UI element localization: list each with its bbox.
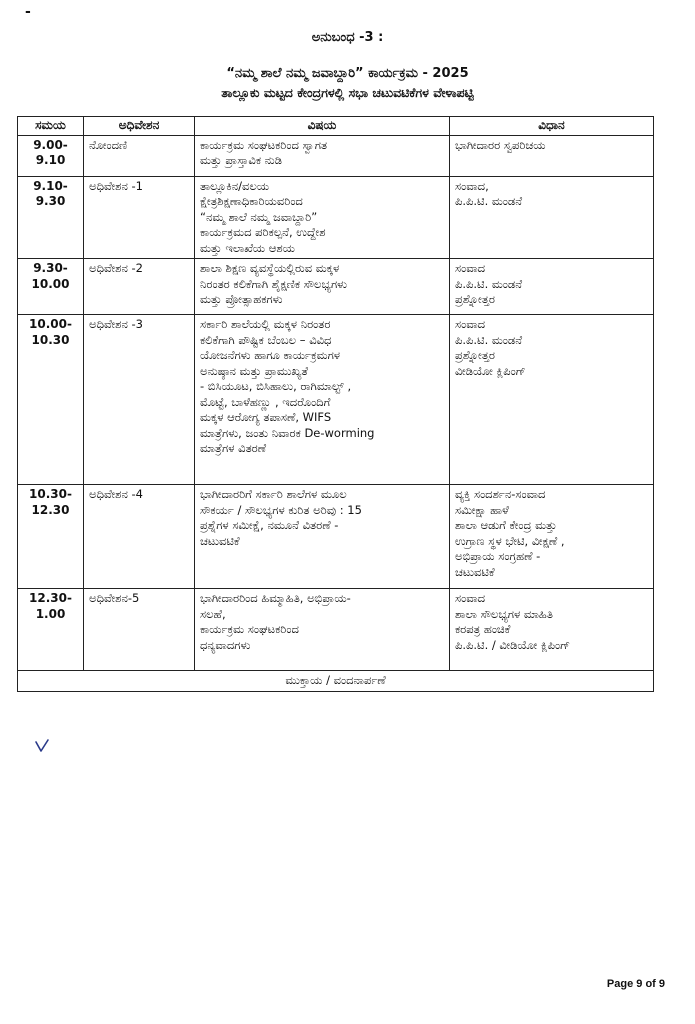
topic-cell bbox=[195, 135, 450, 176]
header-dash: - bbox=[25, 4, 31, 20]
time-cell bbox=[18, 315, 84, 485]
topic-line: ಸೌಕರ್ಯ / ಸೌಲಭ್ಯಗಳ ಕುರಿತ ಅರಿವು : 15 bbox=[200, 502, 362, 517]
time-cell bbox=[18, 485, 84, 589]
method-cell bbox=[450, 135, 654, 176]
header-method: ವಿಧಾನ bbox=[450, 117, 654, 136]
topic-line: ಸಲಹೆ, bbox=[200, 606, 226, 621]
topic-line: ಮತ್ತು ಪ್ರೋತ್ಸಾಹಕಗಳು bbox=[200, 292, 283, 306]
topic-line: ಕಾರ್ಯಕ್ರಮ ಸಂಘಟಕರಿಂದ bbox=[200, 622, 299, 636]
method-line: ಪಿ.ಪಿ.ಟಿ. / ವೀಡಿಯೋ ಕ್ಲಿಪಿಂಗ್ bbox=[455, 637, 571, 652]
topic-line: ಭಾಗೀದಾರರಿಗೆ ಸರ್ಕಾರಿ ಶಾಲೆಗಳ ಮೂಲ bbox=[200, 487, 347, 501]
method-line: ಪಿ.ಪಿ.ಟಿ. ಮಂಡನೆ bbox=[455, 332, 523, 347]
topic-line: ನಿರಂತರ ಕಲಿಕೆಗಾಗಿ ಶೈಕ್ಷಣಿಕ ಸೌಲಭ್ಯಗಳು bbox=[200, 276, 348, 291]
method-line: ಸಂವಾದ bbox=[455, 591, 486, 605]
method-line: ಭಾಗೀದಾರರ ಸ್ವಪರಿಚಯ bbox=[455, 137, 546, 152]
table-row bbox=[18, 259, 654, 315]
method-line: ಸಮೀಕ್ಷಾ ಹಾಳೆ bbox=[455, 502, 509, 517]
method-cell bbox=[450, 259, 654, 315]
method-line: ಶಾಲಾ ಆಡುಗೆ ಕೇಂದ್ರ ಮತ್ತು bbox=[455, 518, 557, 532]
topic-line: ತಾಲ್ಲೂಕಿನ/ವಲಯ bbox=[200, 178, 270, 193]
topic-line: ಮೊಟ್ಟೆ, ಬಾಳೆಹಣ್ಣು , ಇದರೊಂದಿಗೆ bbox=[200, 394, 331, 409]
table-footer-row bbox=[18, 671, 654, 692]
table-header-row bbox=[18, 117, 654, 136]
check-mark-icon bbox=[34, 738, 50, 754]
topic-line: ಕಾರ್ಯಕ್ರಮ ಸಂಘಟಕರಿಂದ ಸ್ವಾಗತ bbox=[200, 137, 328, 152]
topic-cell bbox=[195, 259, 450, 315]
header-session: ಅಧಿವೇಶನ bbox=[84, 117, 195, 136]
time-line: 10.00 bbox=[31, 276, 70, 291]
session-cell: ಅಧಿವೇಶನ-5 bbox=[84, 589, 195, 671]
method-line: ಅಭಿಪ್ರಾಯ ಸಂಗ್ರಹಣೆ - bbox=[455, 549, 541, 563]
schedule-table bbox=[17, 116, 654, 692]
method-line: ಉಗ್ರಾಣ ಸ್ಥಳ ಭೇಟಿ, ವೀಕ್ಷಣೆ , bbox=[455, 533, 565, 548]
topic-line: ಮಾತ್ರೆಗಳ ವಿತರಣೆ bbox=[200, 441, 267, 455]
closing-note: ಮುಕ್ತಾಯ / ವಂದನಾರ್ಪಣೆ bbox=[18, 671, 654, 692]
topic-line: ಪ್ರಶ್ನೆಗಳ ಸಮೀಕ್ಷೆ, ನಮೂನೆ ವಿತರಣೆ - bbox=[200, 518, 339, 532]
table-row bbox=[18, 135, 654, 176]
method-cell bbox=[450, 315, 654, 485]
time-line: 1.00 bbox=[35, 606, 66, 621]
topic-line: - ಬಿಸಿಯೂಟ, ಬಿಸಿಹಾಲು, ರಾಗಿಮಾಲ್ಟ್ , bbox=[200, 379, 352, 393]
topic-line: ಕ್ಷೇತ್ರಶಿಕ್ಷಣಾಧಿಕಾರಿಯವರಿಂದ bbox=[200, 194, 303, 208]
method-line: ಪ್ರಶ್ನೋತ್ತರ bbox=[455, 292, 495, 306]
method-line: ಸಂವಾದ bbox=[455, 261, 486, 275]
session-cell: ನೋಂದಣಿ bbox=[84, 135, 195, 176]
method-line: ಸಂವಾದ bbox=[455, 317, 486, 331]
method-line: ವೀಡಿಯೋ ಕ್ಲಿಪಿಂಗ್ bbox=[455, 363, 526, 378]
table-row bbox=[18, 315, 654, 485]
method-line: ಕರಪತ್ರ ಹಂಚಿಕೆ bbox=[455, 622, 511, 636]
header-topic: ವಿಷಯ bbox=[195, 117, 450, 136]
method-line: ವ್ಯಕ್ತಿ ಸಂದರ್ಶನ-ಸಂವಾದ bbox=[455, 487, 546, 501]
topic-line: ಮತ್ತು ಪ್ರಾಸ್ತಾವಿಕ ನುಡಿ bbox=[200, 153, 282, 167]
time-line: 9.10 bbox=[35, 153, 66, 167]
method-line: ಪಿ.ಪಿ.ಟಿ. ಮಂಡನೆ bbox=[455, 194, 523, 208]
time-line: 12.30 bbox=[31, 502, 70, 517]
method-line: ಚಟುವಟಿಕೆ bbox=[455, 564, 495, 579]
time-cell bbox=[18, 259, 84, 315]
session-cell: ಅಧಿವೇಶನ -4 bbox=[84, 485, 195, 589]
topic-line: ಕಾರ್ಯಕ್ರಮದ ಪರಿಕಲ್ಪನೆ, ಉದ್ದೇಶ bbox=[200, 225, 326, 239]
time-cell bbox=[18, 176, 84, 259]
session-cell: ಅಧಿವೇಶನ -1 bbox=[84, 176, 195, 259]
annex-label: ಅನುಬಂಧ -3 : bbox=[311, 30, 384, 45]
document-title: “ನಮ್ಮ ಶಾಲೆ ನಮ್ಮ ಜವಾಬ್ದಾರಿ” ಕಾರ್ಯಕ್ರಮ - 2025 bbox=[226, 66, 469, 81]
table-row bbox=[18, 176, 654, 259]
topic-line: ಯೋಜನೆಗಳು ಹಾಗೂ ಕಾರ್ಯಕ್ರಮಗಳ bbox=[200, 348, 341, 362]
topic-line: ಮತ್ತು ಇಲಾಖೆಯ ಆಶಯ bbox=[200, 240, 295, 255]
time-line: 10.00- bbox=[29, 317, 72, 331]
document-subtitle: ತಾಲ್ಲೂಕು ಮಟ್ಟದ ಕೇಂದ್ರಗಳಲ್ಲಿ ಸಭಾ ಚಟುವಟಿಕೆಗಳ ವೇಳಾಪಟ್ಟಿ bbox=[221, 85, 474, 100]
time-cell bbox=[18, 589, 84, 671]
method-line: ಪಿ.ಪಿ.ಟಿ. ಮಂಡನೆ bbox=[455, 276, 523, 291]
topic-line: ಸರ್ಕಾರಿ ಶಾಲೆಯಲ್ಲಿ ಮಕ್ಕಳ ನಿರಂತರ bbox=[200, 317, 331, 331]
topic-cell bbox=[195, 176, 450, 259]
method-line: ಸಂವಾದ, bbox=[455, 178, 489, 193]
topic-line: ಮಕ್ಕಳ ಆರೋಗ್ಯ ತಪಾಸಣೆ, WIFS bbox=[200, 410, 332, 424]
time-line: 9.30- bbox=[33, 261, 68, 275]
header-time: ಸಮಯ bbox=[18, 117, 84, 136]
method-cell bbox=[450, 485, 654, 589]
topic-cell bbox=[195, 315, 450, 485]
session-cell: ಅಧಿವೇಶನ -2 bbox=[84, 259, 195, 315]
topic-line: ಧನ್ಯವಾದಗಳು bbox=[200, 637, 251, 652]
session-cell: ಅಧಿವೇಶನ -3 bbox=[84, 315, 195, 485]
time-line: 10.30- bbox=[29, 487, 72, 501]
topic-line: ಭಾಗೀದಾರರಿಂದ ಹಿಮ್ಮಾಹಿತಿ, ಅಭಿಪ್ರಾಯ- bbox=[200, 591, 351, 605]
time-line: 9.30 bbox=[35, 194, 66, 208]
method-cell bbox=[450, 176, 654, 259]
time-cell bbox=[18, 135, 84, 176]
time-line: 12.30- bbox=[29, 591, 72, 605]
table-row bbox=[18, 589, 654, 671]
table-row bbox=[18, 485, 654, 589]
topic-line: ಶಾಲಾ ಶಿಕ್ಷಣ ವ್ಯವಸ್ಥೆಯಲ್ಲಿರುವ ಮಕ್ಕಳ bbox=[200, 261, 340, 275]
time-line: 9.00- bbox=[33, 137, 68, 152]
topic-cell bbox=[195, 485, 450, 589]
topic-line: ಕಲಿಕೆಗಾಗಿ ಪೌಷ್ಟಿಕ ಬೆಂಬಲ – ವಿವಿಧ bbox=[200, 332, 332, 347]
time-line: 10.30 bbox=[31, 332, 70, 347]
method-line: ಶಾಲಾ ಸೌಲಭ್ಯಗಳ ಮಾಹಿತಿ bbox=[455, 606, 553, 621]
topic-line: ಚಟುವಟಿಕೆ bbox=[200, 533, 240, 548]
topic-line: ಅನುಷ್ಠಾನ ಮತ್ತು ಪ್ರಾಮುಖ್ಯತೆ bbox=[200, 363, 308, 378]
time-line: 9.10- bbox=[33, 178, 68, 193]
topic-line: “ನಮ್ಮ ಶಾಲೆ ನಮ್ಮ ಜವಾಬ್ದಾರಿ” bbox=[200, 209, 318, 224]
method-cell bbox=[450, 589, 654, 671]
topic-line: ಮಾತ್ರೆಗಳು, ಜಂತು ನಿವಾರಕ De-worming bbox=[200, 425, 375, 440]
page-number: Page 9 of 9 bbox=[606, 978, 665, 990]
topic-cell bbox=[195, 589, 450, 671]
method-line: ಪ್ರಶ್ನೋತ್ತರ bbox=[455, 348, 495, 362]
